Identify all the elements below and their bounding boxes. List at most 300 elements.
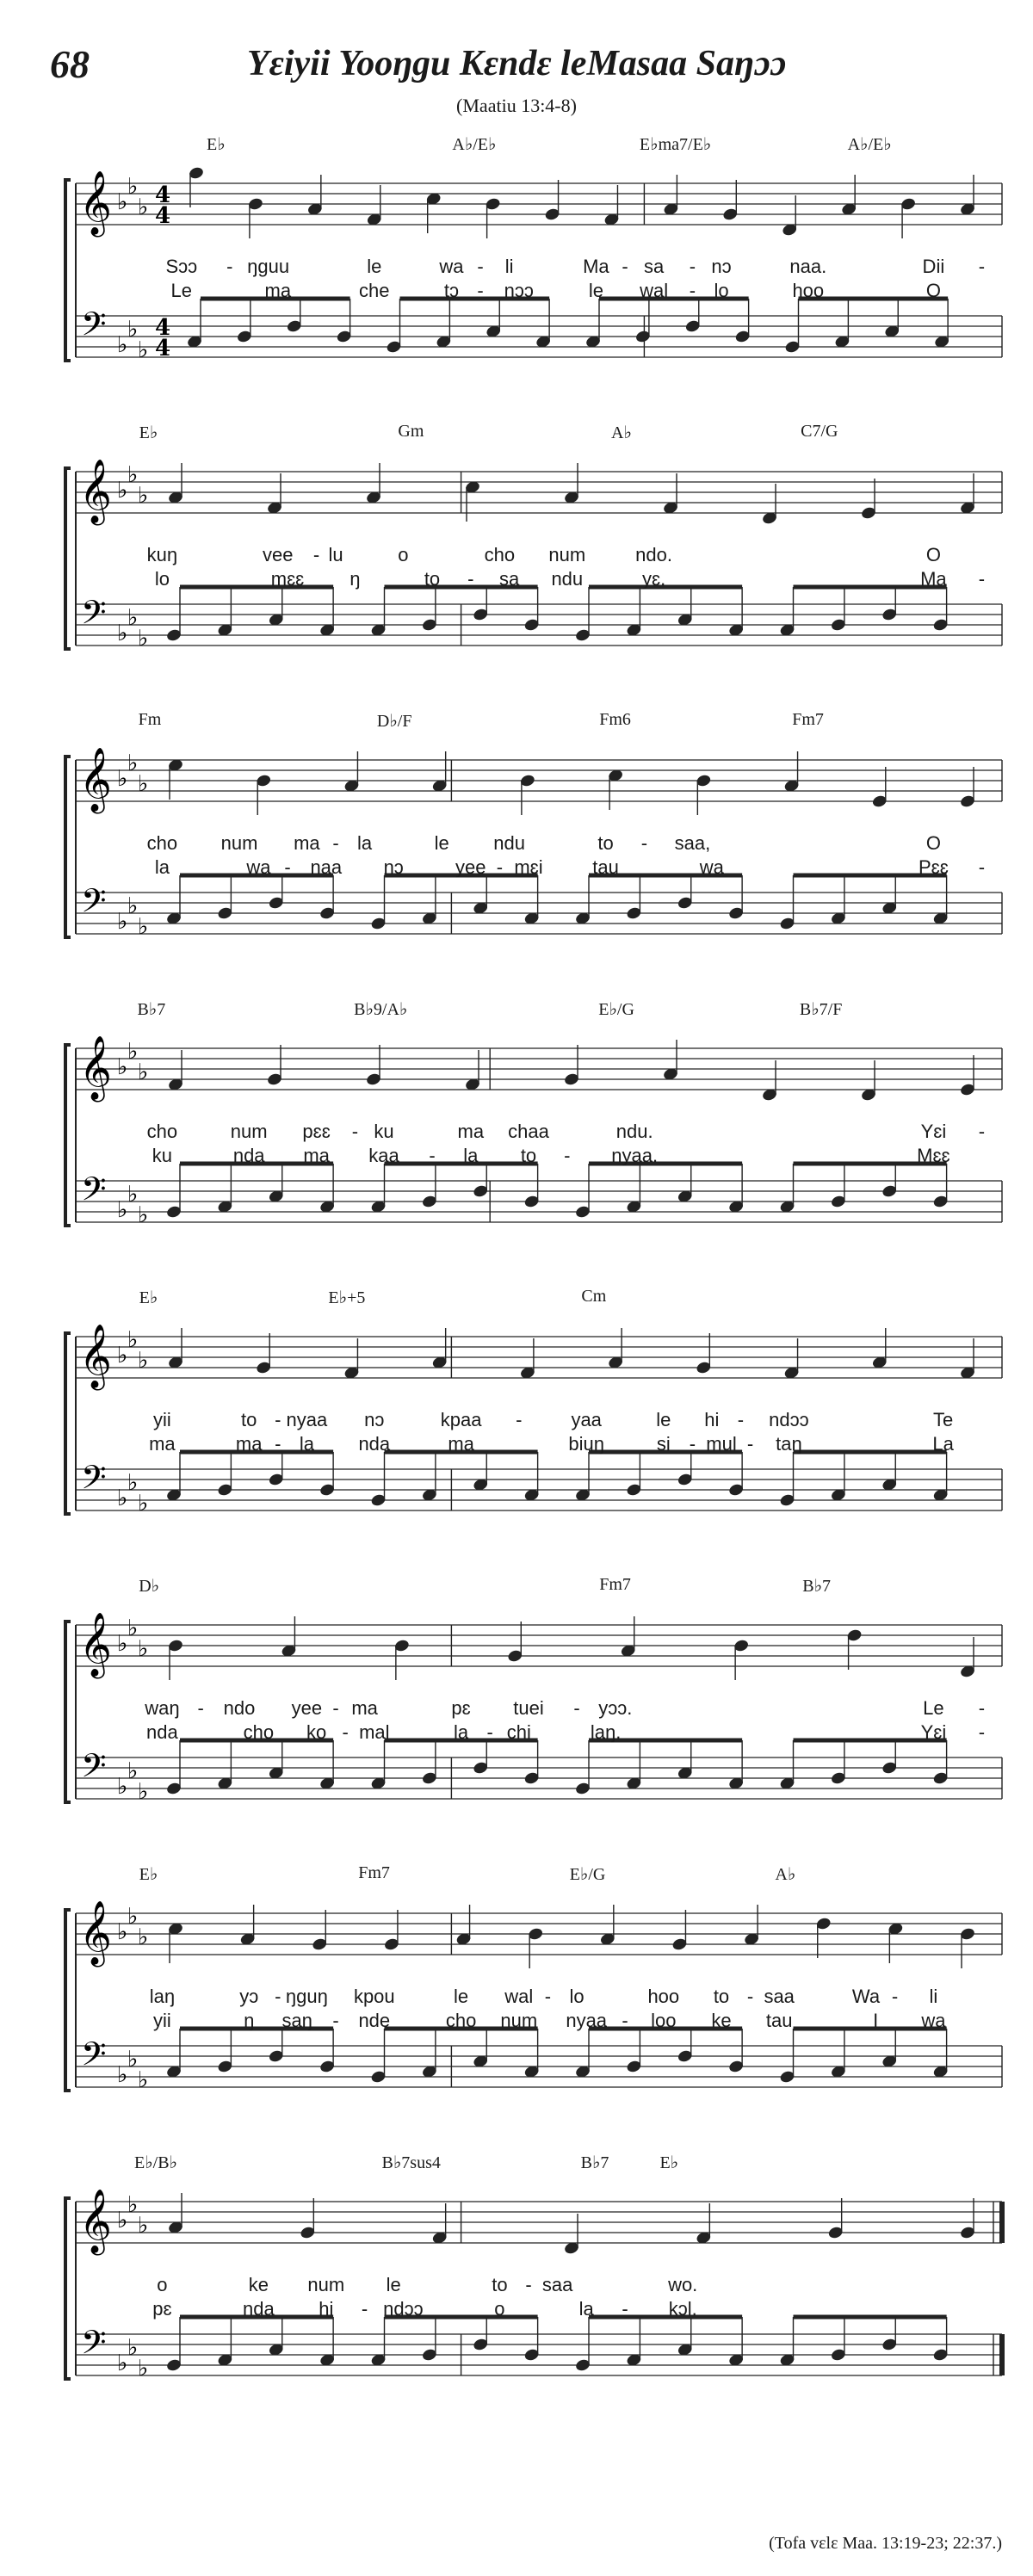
melody-note bbox=[519, 1338, 535, 1380]
treble-clef-icon: 𝄞 bbox=[79, 171, 112, 235]
lyric-verse-1: - bbox=[351, 1121, 359, 1142]
lyric-verse-1: le bbox=[386, 2274, 401, 2295]
melody-note bbox=[662, 473, 678, 515]
lyric-verse-1: cho bbox=[146, 1121, 178, 1142]
lyric-verse-2: loo bbox=[651, 2010, 677, 2031]
melody-note bbox=[696, 774, 712, 815]
melody-note bbox=[431, 2203, 448, 2245]
staff-graphic bbox=[46, 710, 1011, 968]
lyric-verse-2: ma bbox=[264, 280, 292, 301]
flat-icon: ♭ bbox=[127, 1758, 139, 1784]
melody-note bbox=[563, 1045, 579, 1086]
melody-note bbox=[761, 484, 777, 525]
lyric-verse-2: mal bbox=[359, 1721, 390, 1743]
lyric-verse-2: chi bbox=[506, 1721, 531, 1743]
music-system bbox=[46, 422, 1011, 680]
lyric-verse-2: yee bbox=[455, 856, 486, 878]
flat-icon: ♭ bbox=[127, 1904, 139, 1930]
lyric-verse-2: taŋ bbox=[776, 1433, 802, 1455]
treble-staff bbox=[76, 760, 1002, 801]
flat-icon: ♭ bbox=[127, 462, 139, 488]
flat-icon: ♭ bbox=[117, 909, 128, 935]
time-signature-bottom: 4 bbox=[155, 203, 171, 229]
lyric-verse-1: ku bbox=[374, 1121, 394, 1142]
lyric-verse-2: ma bbox=[235, 1433, 263, 1455]
lyric-verse-1: wo. bbox=[668, 2274, 698, 2295]
flat-icon: ♭ bbox=[117, 1343, 128, 1368]
lyric-verse-2: tɔ bbox=[443, 280, 459, 301]
flat-icon: ♭ bbox=[117, 621, 128, 646]
chord-symbol: A♭/E♭ bbox=[847, 135, 892, 154]
flat-icon: ♭ bbox=[138, 1059, 149, 1085]
lyric-verse-1: o bbox=[157, 2274, 168, 2295]
bracket bbox=[65, 180, 71, 361]
lyric-verse-2: - bbox=[978, 856, 986, 878]
lyric-verse-2: - bbox=[486, 1721, 493, 1743]
chord-symbol: D♭ bbox=[139, 1577, 160, 1596]
flat-icon: ♭ bbox=[127, 1182, 139, 1208]
melody-note bbox=[888, 1922, 904, 1963]
lyric-verse-2: nyaa bbox=[566, 2010, 608, 2031]
lyric-verse-2: - bbox=[429, 1145, 436, 1166]
flat-icon: ♭ bbox=[138, 626, 149, 652]
melody-note bbox=[167, 1922, 183, 1963]
chord-symbol: E♭/G bbox=[569, 1865, 606, 1884]
chord-symbol: B♭7 bbox=[802, 1577, 832, 1596]
lyric-verse-2: la bbox=[299, 1433, 314, 1455]
chord-symbol: E♭/B♭ bbox=[134, 2153, 177, 2172]
bass-staff bbox=[76, 316, 1002, 357]
lyric-verse-2: wal bbox=[640, 280, 669, 301]
lyric-verse-2: ma bbox=[149, 1433, 176, 1455]
lyric-verse-1: sa bbox=[643, 256, 665, 277]
flat-icon: ♭ bbox=[138, 483, 149, 509]
treble-staff bbox=[76, 472, 1002, 513]
chord-symbol: A♭/E♭ bbox=[452, 135, 497, 154]
chord-symbol: E♭ma7/E♭ bbox=[639, 135, 712, 154]
lyric-verse-1: - bbox=[978, 1697, 986, 1719]
lyric-verse-1: ŋguŋ bbox=[285, 1986, 328, 2007]
lyric-verse-1: wal bbox=[504, 1986, 534, 2007]
lyric-verse-1: num bbox=[230, 1121, 268, 1142]
lyric-verse-2: si bbox=[656, 1433, 671, 1455]
lyric-verse-1: ndo bbox=[223, 1697, 256, 1719]
bracket bbox=[65, 1910, 71, 2091]
lyric-verse-1: Wa bbox=[851, 1986, 881, 2007]
lyric-verse-1: ke bbox=[248, 2274, 269, 2295]
lyric-verse-1: ndu. bbox=[615, 1121, 653, 1142]
lyric-verse-2: O bbox=[925, 280, 941, 301]
melody-note bbox=[485, 197, 501, 238]
lyric-verse-2: la bbox=[463, 1145, 479, 1166]
chord-symbol: E♭+5 bbox=[328, 1288, 366, 1307]
lyric-verse-2: num bbox=[500, 2010, 538, 2031]
lyric-verse-1: yii bbox=[153, 1409, 171, 1430]
lyric-verse-1: o bbox=[398, 544, 409, 565]
lyric-verse-2: - bbox=[477, 280, 484, 301]
lyric-verse-2: lo bbox=[154, 568, 170, 590]
lyric-verse-2: nda bbox=[232, 1145, 265, 1166]
staff-graphic bbox=[46, 1287, 1011, 1545]
flat-icon: ♭ bbox=[117, 478, 128, 503]
melody-note bbox=[167, 2193, 183, 2234]
lyric-verse-1: - bbox=[640, 832, 648, 854]
flat-icon: ♭ bbox=[117, 1774, 128, 1800]
bracket bbox=[65, 1622, 71, 1802]
melody-note bbox=[871, 1328, 888, 1369]
bass-staff bbox=[76, 893, 1002, 934]
bass-clef-icon: 𝄢 bbox=[81, 1170, 107, 1216]
melody-note bbox=[608, 769, 624, 810]
lyric-verse-1: kpaa bbox=[440, 1409, 482, 1430]
lyric-verse-2: la bbox=[154, 856, 170, 878]
bracket bbox=[65, 2198, 71, 2379]
lyric-verse-1: yɔɔ. bbox=[598, 1697, 633, 1719]
lyric-verse-2: nda bbox=[358, 1433, 391, 1455]
lyric-verse-1: saa, bbox=[674, 832, 711, 854]
lyric-verse-1: yaa bbox=[571, 1409, 602, 1430]
flat-icon: ♭ bbox=[127, 2192, 139, 2218]
treble-staff bbox=[76, 2202, 1002, 2243]
lyric-verse-1: waŋ bbox=[145, 1697, 180, 1719]
chord-symbol: Fm bbox=[138, 710, 162, 729]
melody-note bbox=[266, 473, 282, 515]
melody-note bbox=[959, 1338, 975, 1380]
chord-symbol: Fm7 bbox=[358, 1863, 390, 1882]
lyric-verse-1: - bbox=[525, 2274, 532, 2295]
lyric-verse-1: Yɛi bbox=[920, 1121, 947, 1142]
lyric-verse-1: - bbox=[737, 1409, 745, 1430]
lyric-verse-1: ndo. bbox=[635, 544, 673, 565]
flat-icon: ♭ bbox=[127, 2335, 139, 2361]
melody-note bbox=[860, 479, 876, 520]
treble-staff bbox=[76, 1048, 1002, 1090]
lyric-verse-2: saŋ bbox=[281, 2010, 312, 2031]
treble-clef-icon: 𝄞 bbox=[79, 1613, 112, 1677]
lyric-verse-2: - bbox=[342, 1721, 349, 1743]
melody-note bbox=[167, 1328, 183, 1369]
lyric-verse-1: naa. bbox=[789, 256, 827, 277]
lyric-verse-2: la bbox=[578, 2298, 594, 2320]
lyric-verse-1: le bbox=[454, 1986, 469, 2007]
treble-staff bbox=[76, 183, 1002, 225]
melody-note bbox=[383, 1910, 399, 1951]
flat-icon: ♭ bbox=[127, 1327, 139, 1353]
lyric-verse-1: num bbox=[220, 832, 258, 854]
melody-note bbox=[959, 2198, 975, 2239]
flat-icon: ♭ bbox=[117, 2062, 128, 2088]
lyric-verse-2: naa bbox=[310, 856, 343, 878]
treble-clef-icon: 𝄞 bbox=[79, 460, 112, 523]
time-signature-top: 4 bbox=[155, 182, 171, 208]
lyric-verse-1: - bbox=[332, 832, 339, 854]
melody-note bbox=[696, 2203, 712, 2245]
lyric-verse-1: Te bbox=[932, 1409, 954, 1430]
lyric-verse-1: pɛ bbox=[451, 1697, 471, 1719]
time-signature-top: 4 bbox=[155, 315, 171, 341]
lyric-verse-2: tau bbox=[765, 2010, 793, 2031]
lyric-verse-2: Ma bbox=[920, 568, 947, 590]
staff-graphic bbox=[46, 422, 1011, 680]
bass-clef-icon: 𝄢 bbox=[81, 2035, 107, 2081]
lyric-verse-2: che bbox=[359, 280, 390, 301]
flat-icon: ♭ bbox=[127, 2047, 139, 2073]
melody-note bbox=[608, 1328, 624, 1369]
bass-clef-icon: 𝄢 bbox=[81, 2323, 107, 2369]
lyric-verse-2: La bbox=[932, 1433, 954, 1455]
bracket bbox=[65, 1045, 71, 1226]
melody-note bbox=[841, 175, 857, 216]
flat-icon: ♭ bbox=[138, 914, 149, 940]
lyric-verse-1: la bbox=[357, 832, 373, 854]
lyric-verse-2: ndu bbox=[551, 568, 584, 590]
lyric-verse-1: lu bbox=[328, 544, 343, 565]
melody-note bbox=[306, 175, 323, 216]
lyric-verse-1: to bbox=[241, 1409, 257, 1430]
lyric-verse-1: - bbox=[978, 256, 986, 277]
flat-icon: ♭ bbox=[117, 1486, 128, 1511]
chord-symbol: B♭7 bbox=[580, 2153, 609, 2172]
lyric-verse-2: to bbox=[520, 1145, 537, 1166]
lyric-verse-1: laŋ bbox=[149, 1986, 176, 2007]
lyric-verse-2: mɛɛ bbox=[270, 568, 305, 590]
chord-symbol: E♭ bbox=[659, 2153, 679, 2172]
lyric-verse-2: - bbox=[978, 568, 986, 590]
lyric-verse-1: - bbox=[746, 1986, 754, 2007]
lyric-verse-2: - bbox=[361, 2298, 368, 2320]
melody-note bbox=[343, 1338, 360, 1380]
lyric-verse-2: wa bbox=[246, 856, 271, 878]
lyric-verse-1: ndu bbox=[493, 832, 525, 854]
flat-icon: ♭ bbox=[138, 337, 149, 363]
melody-note bbox=[464, 480, 480, 522]
melody-note bbox=[733, 1639, 750, 1680]
melody-note bbox=[300, 2198, 316, 2239]
lyric-verse-2: pɛ bbox=[152, 2298, 172, 2320]
bass-clef-icon: 𝄢 bbox=[81, 305, 107, 351]
lyric-verse-1: - bbox=[516, 1409, 523, 1430]
melody-note bbox=[256, 1333, 272, 1374]
flat-icon: ♭ bbox=[127, 317, 139, 343]
melody-note bbox=[744, 1905, 760, 1946]
lyric-verse-2: cho bbox=[445, 2010, 477, 2031]
melody-note bbox=[431, 751, 448, 793]
lyric-verse-1: vee bbox=[263, 544, 294, 565]
melody-note bbox=[662, 1040, 678, 1081]
melody-note bbox=[563, 2214, 579, 2255]
melody-note bbox=[365, 463, 381, 504]
lyric-verse-2: lo bbox=[714, 280, 729, 301]
flat-icon: ♭ bbox=[138, 2356, 149, 2381]
melody-note bbox=[783, 1338, 800, 1380]
lyric-verse-1: - bbox=[275, 1409, 281, 1430]
lyric-verse-1: - bbox=[197, 1697, 204, 1719]
flat-icon: ♭ bbox=[117, 2208, 128, 2233]
lyric-verse-2: ŋ bbox=[349, 568, 361, 590]
chord-symbol: E♭ bbox=[139, 1865, 158, 1884]
melody-note bbox=[722, 180, 739, 221]
melody-note bbox=[603, 185, 620, 226]
lyric-verse-1: tuei bbox=[513, 1697, 544, 1719]
music-system bbox=[46, 998, 1011, 1257]
melody-note bbox=[544, 180, 560, 221]
lyric-verse-1: nɔ bbox=[711, 256, 732, 277]
melody-note bbox=[167, 1050, 183, 1091]
lyric-verse-2: - bbox=[689, 1433, 696, 1455]
melody-note bbox=[900, 197, 917, 238]
lyric-verse-1: Sɔɔ bbox=[165, 256, 198, 277]
melody-note bbox=[247, 197, 263, 238]
melody-note bbox=[815, 1917, 832, 1958]
melody-note bbox=[519, 774, 535, 815]
lyric-verse-2: mɛi bbox=[514, 856, 543, 878]
chord-symbol: Fm7 bbox=[599, 1575, 631, 1594]
lyric-verse-2: nda bbox=[146, 1721, 178, 1743]
melody-note bbox=[281, 1616, 297, 1658]
lyric-verse-1: lo bbox=[569, 1986, 585, 2007]
bass-clef-icon: 𝄢 bbox=[81, 1458, 107, 1504]
lyric-verse-1: Dii bbox=[922, 256, 945, 277]
melody-note bbox=[671, 1910, 688, 1951]
lyric-verse-2: ŋ bbox=[244, 2010, 255, 2031]
lyric-verse-2: laŋ. bbox=[590, 1721, 622, 1743]
chord-symbol: A♭ bbox=[775, 1865, 796, 1884]
footer-reference: (Tofa vɛlɛ Maa. 13:19-23; 22:37.) bbox=[769, 2534, 1002, 2553]
lyric-verse-1: - bbox=[477, 256, 484, 277]
lyric-verse-2: le bbox=[588, 280, 603, 301]
bass-clef-icon: 𝄢 bbox=[81, 881, 107, 928]
flat-icon: ♭ bbox=[117, 1054, 128, 1080]
chord-symbol: A♭ bbox=[611, 423, 632, 442]
lyric-verse-2: Pɛɛ bbox=[918, 856, 949, 878]
bracket bbox=[65, 1333, 71, 1514]
lyric-verse-1: - bbox=[622, 256, 628, 277]
lyric-verse-2: - bbox=[284, 856, 291, 878]
flat-icon: ♭ bbox=[138, 1491, 149, 1517]
lyric-verse-2: - bbox=[746, 1433, 754, 1455]
lyric-verse-2: - bbox=[978, 1721, 986, 1743]
melody-note bbox=[425, 192, 442, 233]
lyric-verse-2: nda bbox=[243, 2298, 275, 2320]
melody-note bbox=[871, 767, 888, 808]
lyric-verse-2: Le bbox=[170, 280, 193, 301]
lyric-verse-1: li bbox=[504, 256, 514, 277]
flat-icon: ♭ bbox=[117, 1919, 128, 1945]
lyric-verse-1: num bbox=[307, 2274, 345, 2295]
lyric-verse-2: sa bbox=[498, 568, 520, 590]
lyric-verse-2: - bbox=[467, 568, 474, 590]
chord-symbol: B♭7 bbox=[137, 1000, 166, 1019]
lyric-verse-1: hoo bbox=[647, 1986, 680, 2007]
treble-clef-icon: 𝄞 bbox=[79, 1901, 112, 1965]
lyric-verse-1: - bbox=[332, 1697, 339, 1719]
lyric-verse-2: ma bbox=[448, 1433, 474, 1455]
melody-note bbox=[959, 1637, 975, 1678]
melody-note bbox=[860, 1060, 876, 1102]
lyric-verse-1: Ma bbox=[583, 256, 609, 277]
lyric-verse-1: kuŋ bbox=[146, 544, 178, 565]
lyric-verse-2: kɔl. bbox=[668, 2298, 697, 2320]
flat-icon: ♭ bbox=[138, 771, 149, 797]
lyric-verse-2: I bbox=[873, 2010, 879, 2031]
lyric-verse-1: le bbox=[367, 256, 382, 277]
lyric-verse-2: - bbox=[332, 2010, 339, 2031]
melody-note bbox=[959, 473, 975, 515]
lyric-verse-1: nyaa bbox=[286, 1409, 328, 1430]
music-system bbox=[46, 2152, 1011, 2410]
lyric-verse-1: le bbox=[656, 1409, 671, 1430]
lyric-verse-2: - bbox=[622, 2298, 628, 2320]
treble-staff bbox=[76, 1625, 1002, 1666]
flat-icon: ♭ bbox=[117, 1631, 128, 1657]
lyric-verse-1: - bbox=[544, 1986, 552, 2007]
lyric-verse-1: - bbox=[689, 256, 696, 277]
music-system bbox=[46, 133, 1011, 392]
bass-staff bbox=[76, 2334, 1002, 2375]
page-number: 68 bbox=[50, 42, 90, 86]
bass-clef-icon: 𝄢 bbox=[81, 1746, 107, 1793]
lyric-verse-1: yee bbox=[291, 1697, 323, 1719]
chord-symbol: Gm bbox=[398, 422, 424, 441]
lyric-verse-2: to bbox=[424, 568, 441, 590]
melody-note bbox=[507, 1622, 523, 1663]
melody-note bbox=[188, 166, 204, 207]
lyric-verse-1: O bbox=[925, 832, 941, 854]
lyric-verse-2: ndɔɔ bbox=[383, 2298, 424, 2320]
lyric-verse-1: num bbox=[548, 544, 586, 565]
chord-symbol: Fm7 bbox=[792, 710, 824, 729]
lyric-verse-1: yɔ bbox=[239, 1986, 259, 2007]
lyric-verse-1: ŋguu bbox=[247, 256, 290, 277]
chord-symbol: E♭/G bbox=[598, 1000, 634, 1019]
lyric-verse-2: wa bbox=[699, 856, 724, 878]
lyric-verse-2: kaa bbox=[368, 1145, 399, 1166]
treble-clef-icon: 𝄞 bbox=[79, 2190, 112, 2253]
flat-icon: ♭ bbox=[138, 1779, 149, 1805]
lyric-verse-1: saa bbox=[541, 2274, 573, 2295]
melody-note bbox=[959, 767, 975, 808]
lyric-verse-1: - bbox=[891, 1986, 899, 2007]
melody-note bbox=[366, 185, 382, 226]
melody-note bbox=[696, 1333, 712, 1374]
lyric-verse-2: - bbox=[622, 2010, 628, 2031]
flat-icon: ♭ bbox=[138, 1636, 149, 1662]
chord-symbol: E♭ bbox=[139, 1288, 158, 1307]
lyric-verse-2: la bbox=[454, 1721, 469, 1743]
lyric-verse-2: Mɛɛ bbox=[917, 1145, 950, 1166]
lyric-verse-1: li bbox=[929, 1986, 938, 2007]
lyric-verse-1: pɛɛ bbox=[302, 1121, 331, 1142]
bass-staff bbox=[76, 1757, 1002, 1799]
chord-symbol: B♭7/F bbox=[799, 1000, 843, 1019]
flat-icon: ♭ bbox=[127, 1039, 139, 1065]
lyric-verse-2: yɛ. bbox=[641, 568, 666, 590]
lyric-verse-1: ma bbox=[351, 1697, 378, 1719]
treble-staff bbox=[76, 1337, 1002, 1378]
bass-staff bbox=[76, 1469, 1002, 1510]
lyric-verse-1: O bbox=[925, 544, 941, 565]
lyric-verse-1: - bbox=[573, 1697, 580, 1719]
lyric-verse-1: Le bbox=[923, 1697, 944, 1719]
melody-note bbox=[431, 1328, 448, 1369]
melody-note bbox=[846, 1628, 863, 1670]
melody-note bbox=[959, 1055, 975, 1096]
lyric-verse-1: hi bbox=[704, 1409, 720, 1430]
chord-symbol: D♭/F bbox=[376, 712, 412, 731]
flat-icon: ♭ bbox=[117, 2351, 128, 2376]
melody-note bbox=[256, 774, 272, 815]
lyric-verse-1: saa bbox=[764, 1986, 795, 2007]
